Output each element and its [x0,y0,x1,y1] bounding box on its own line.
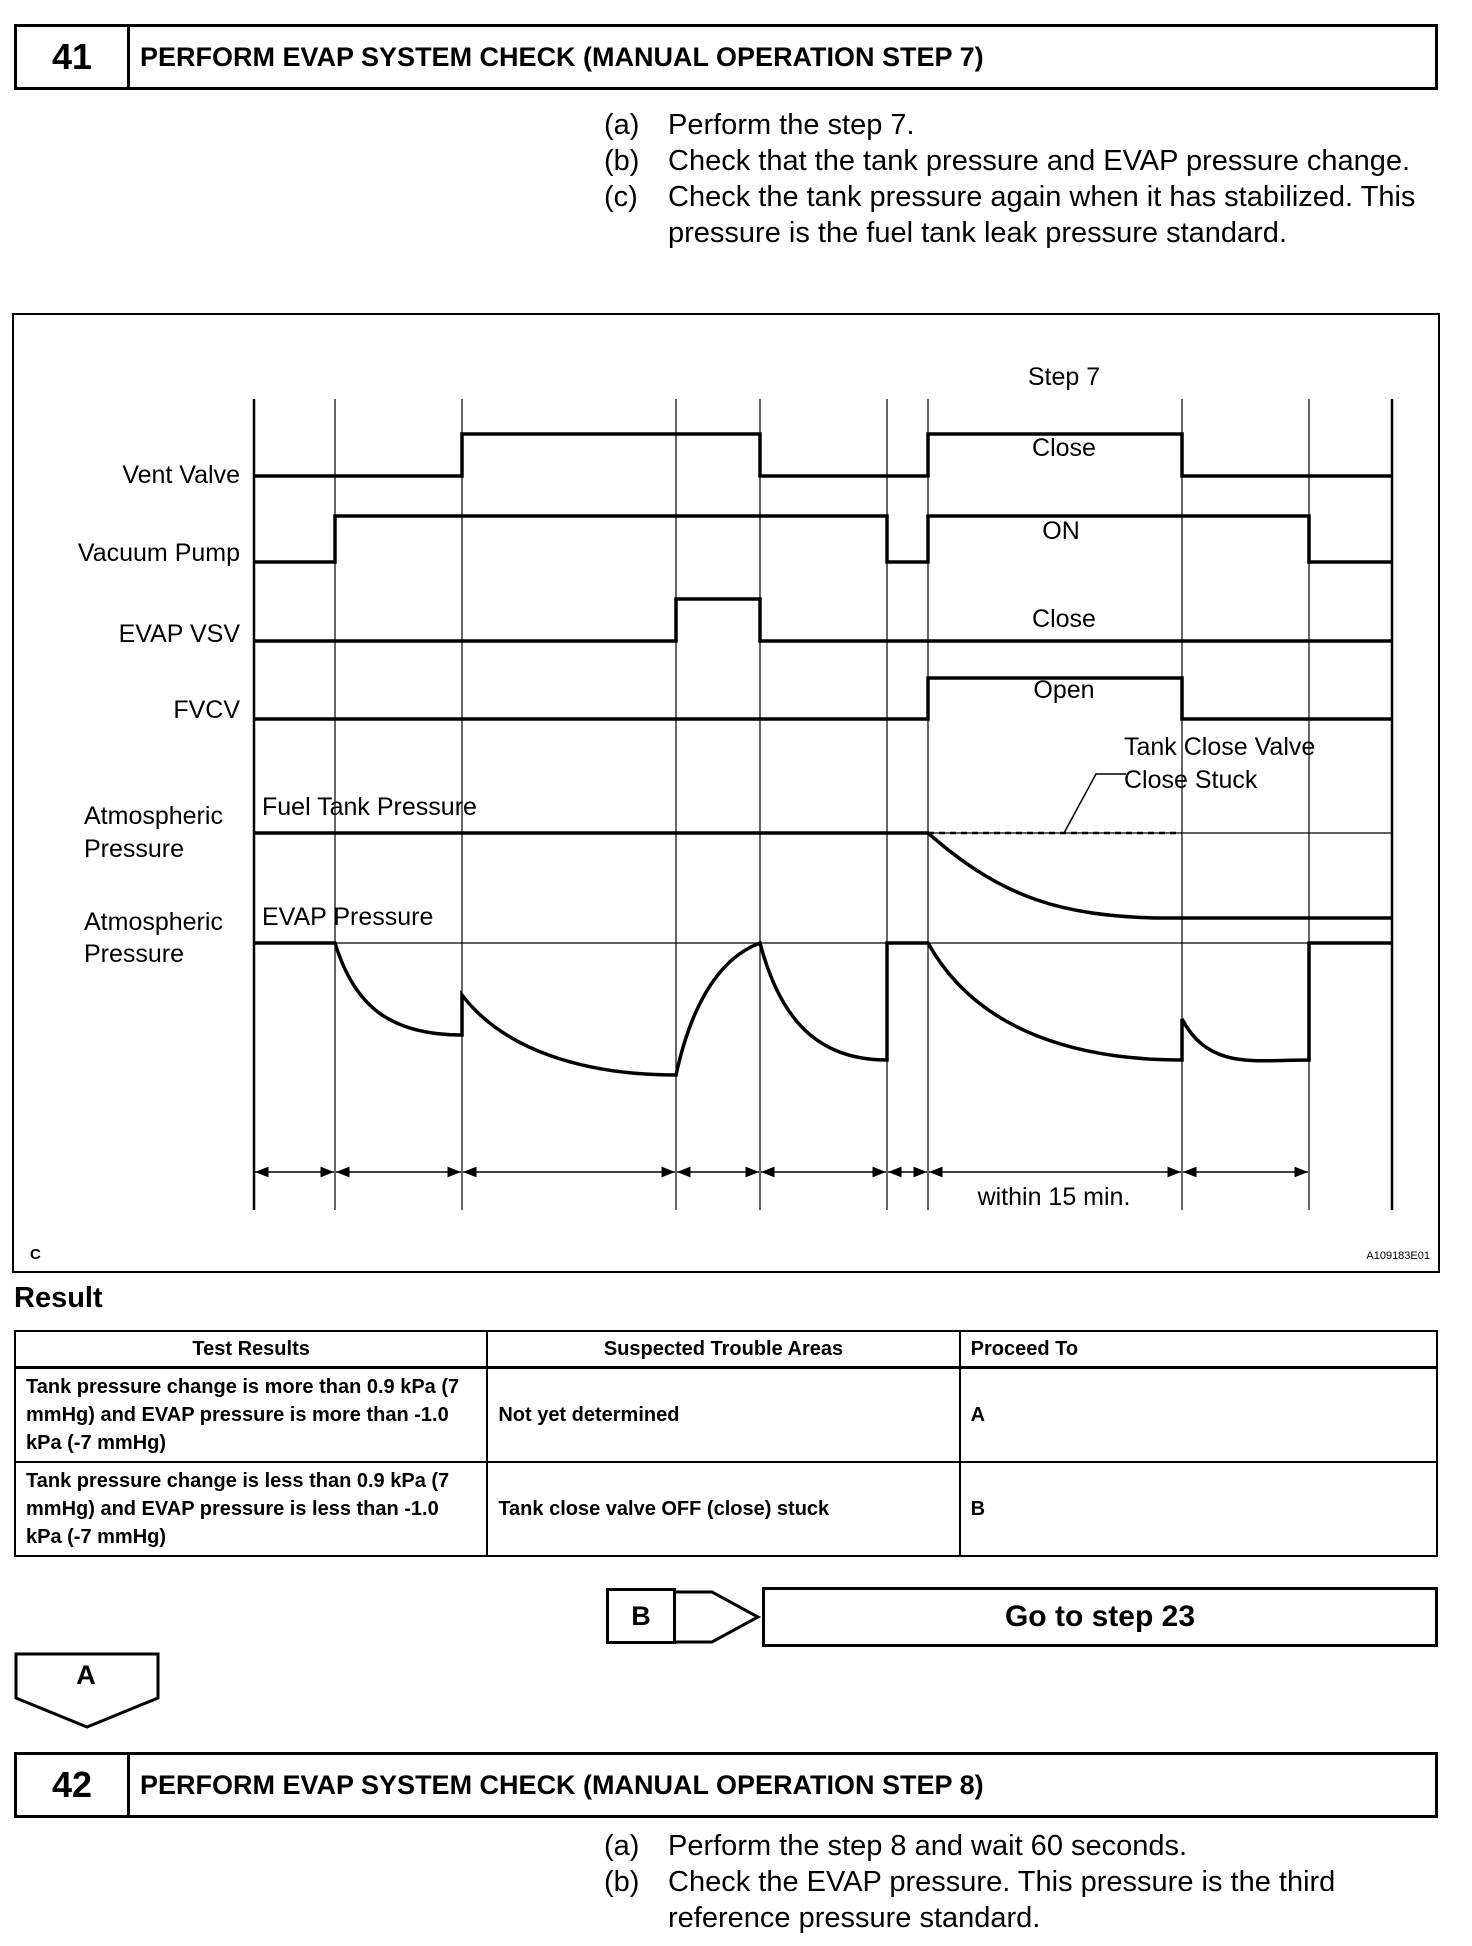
atmospheric-pressure-label: Pressure [84,835,185,863]
evap-pressure-curve [254,943,1392,1075]
atmospheric-label: Atmospheric [84,908,223,936]
arrow-right-icon [672,1586,764,1648]
test-result-cell: Tank pressure change is more than 0.9 kPa (7 mmHg) and EVAP pressure is more than -1.0 kPa (-7 mmHg) [15,1368,487,1463]
timing-diagram-svg [14,315,1442,1275]
trouble-area-cell: Not yet determined [487,1368,959,1463]
atmospheric-pressure-label: Pressure [84,940,185,968]
step-number: 41 [17,27,130,87]
instruction-item [604,107,1424,143]
vacuum-pump-waveform [254,516,1392,562]
corner-label: C [30,1246,41,1263]
evap-vsv-waveform [254,599,1392,641]
vent-valve-label: Vent Valve [122,461,240,489]
instruction-item [604,1828,1424,1864]
instruction-item [604,1864,1424,1936]
step-41-header [14,24,1438,90]
close-stuck-label: Close Stuck [1124,766,1258,794]
fvcv-waveform [254,678,1392,719]
step-number: 42 [17,1755,130,1815]
step-title: PERFORM EVAP SYSTEM CHECK (MANUAL OPERATION STEP 7) [140,41,984,72]
instruction-text: Perform the step 8 and wait 60 seconds. [668,1830,1188,1862]
trouble-area-cell: Tank close valve OFF (close) stuck [487,1462,959,1556]
fvcv-state: Open [1033,676,1095,704]
proceed-to-cell: B [960,1462,1437,1556]
tank-close-valve-label: Tank Close Valve [1124,733,1316,761]
instruction-text: Check the tank pressure again when it has stabilized. This pressure is the fuel tank leak pressure standard. [668,181,1416,249]
vacuum-pump-state: ON [1042,517,1080,545]
vent-valve-state: Close [1032,434,1096,462]
column-header: Test Results [15,1331,487,1368]
instruction-label: (a) [604,1830,640,1862]
step-title: PERFORM EVAP SYSTEM CHECK (MANUAL OPERATION STEP 8) [140,1769,984,1800]
instruction-text: Perform the step 7. [668,109,915,141]
evap-pressure-label: EVAP Pressure [262,903,434,931]
instruction-label: (b) [604,145,640,177]
fvcv-label: FVCV [173,696,240,724]
result-b-tag: B [606,1588,676,1644]
step-42-header [14,1752,1438,1818]
result-table [14,1330,1438,1557]
evap-vsv-label: EVAP VSV [118,620,240,648]
step-label: Step 7 [1027,363,1101,391]
result-a-tag: A [76,1660,96,1690]
step-42-instructions [604,1828,1424,1936]
instruction-text: Check that the tank pressure and EVAP pressure change. [668,145,1411,177]
test-result-cell: Tank pressure change is less than 0.9 kPa (7 mmHg) and EVAP pressure is less than -1.0 kPa (-7 mmHg) [15,1462,487,1556]
instruction-label: (a) [604,109,640,141]
column-header: Suspected Trouble Areas [487,1331,959,1368]
vent-valve-waveform [254,434,1392,476]
result-heading: Result [14,1282,103,1314]
instruction-label: (b) [604,1866,640,1898]
timing-diagram [12,313,1440,1273]
proceed-to-cell: A [960,1368,1437,1463]
instruction-text: Check the EVAP pressure. This pressure is the third reference pressure standard. [668,1866,1336,1934]
instruction-item [604,179,1424,251]
table-row [15,1368,1437,1463]
fuel-tank-pressure-label: Fuel Tank Pressure [262,793,477,821]
table-row [15,1462,1437,1556]
table-header-row [15,1331,1437,1368]
go-to-step-23-link[interactable]: Go to step 23 [762,1587,1438,1647]
evap-vsv-state: Close [1032,605,1096,633]
vacuum-pump-label: Vacuum Pump [77,539,240,567]
atmospheric-label: Atmospheric [84,802,223,830]
step-41-instructions [604,107,1424,251]
instruction-item [604,143,1424,179]
instruction-label: (c) [604,181,638,213]
figure-id: A109183E01 [1366,1250,1430,1262]
column-header: Proceed To [960,1331,1437,1368]
duration-label: within 15 min. [977,1183,1131,1211]
